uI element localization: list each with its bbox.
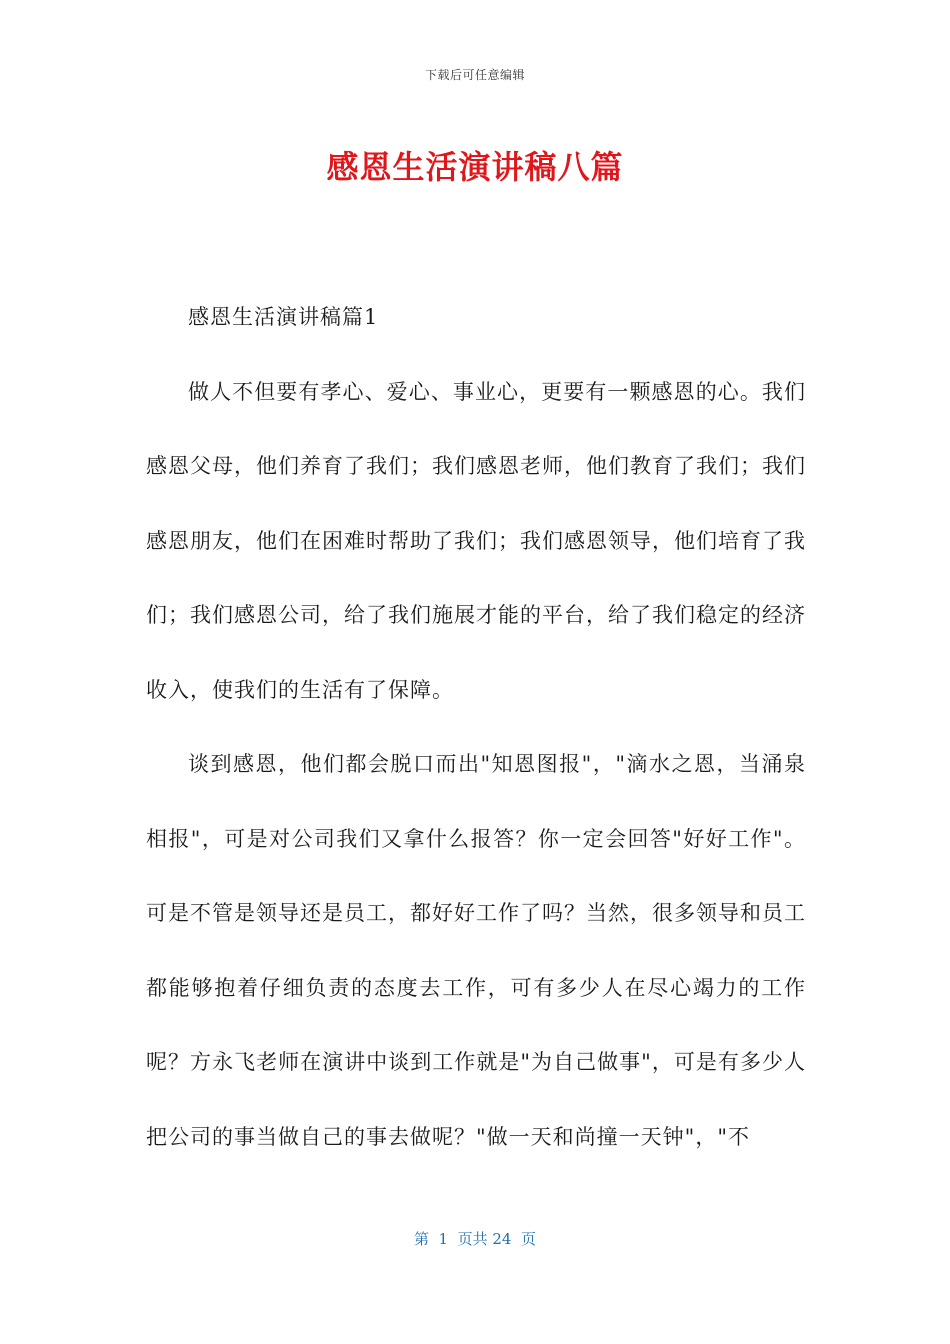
header-note: 下载后可任意编辑 bbox=[424, 68, 525, 82]
paragraph: 谈到感恩，他们都会脱口而出"知恩图报"，"滴水之恩，当涌泉相报"，可是对公司我们又拿什么报答？你一定会回答"好好工作"。可是不管是领导还是员工，都好好工作了吗？当然，很多领导和员工都能够抱着仔细负责的态度去工作，可有多少人在尽心竭力的工作呢？方永飞老师在演讲中谈到工作就是"为自己做事"，可是有多少人把公司的事当做自己的事去做呢？"做一天和尚撞一天钟"，"不 bbox=[146, 752, 806, 1149]
document-title: 感恩生活演讲稿八篇 bbox=[326, 148, 624, 186]
paragraph: 做人不但要有孝心、爱心、事业心，更要有一颗感恩的心。我们感恩父母，他们养育了我们；我们感恩老师，他们教育了我们；我们感恩朋友，他们在困难时帮助了我们；我们感恩领导，他们培育了我们；我们感恩公司，给了我们施展才能的平台，给了我们稳定的经济收入，使我们的生活有了保障。 bbox=[146, 379, 806, 702]
page-number-footer: 第 1 页共 24 页 bbox=[413, 1230, 536, 1248]
document-body bbox=[146, 280, 806, 1174]
section-heading: 感恩生活演讲稿篇1 bbox=[188, 305, 379, 329]
